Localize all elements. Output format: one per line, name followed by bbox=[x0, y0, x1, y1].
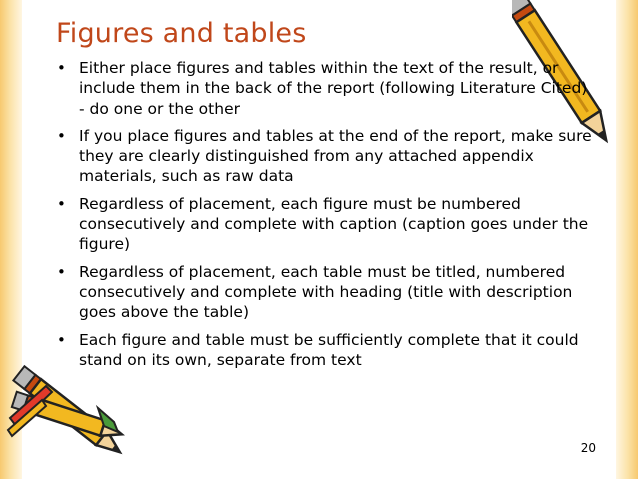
bullet-item bbox=[54, 58, 594, 119]
bullet-icon: • bbox=[57, 194, 66, 213]
slide-title: Figures and tables bbox=[56, 18, 307, 49]
bullet-icon: • bbox=[57, 59, 66, 77]
bullet-text: Regardless of placement, each table must be titled, numbered consecutively and complete with heading (title with description goes above the table) bbox=[79, 262, 573, 322]
bullet-list bbox=[54, 58, 594, 377]
bullet-icon: • bbox=[57, 126, 66, 145]
bullet-text: If you place figures and tables at the end of the report, make sure they are clearly distinguished from any attached appendix materials, such as raw data bbox=[79, 126, 592, 186]
bullet-text: Either place figures and tables within the text of the result, or include them in the back of the report (following Literature Cited) - do one or the other bbox=[79, 59, 588, 118]
bullet-item bbox=[54, 262, 594, 323]
bullet-text: Each figure and table must be sufficiently complete that it could stand on its own, separate from text bbox=[79, 330, 579, 369]
bullet-text: Regardless of placement, each figure must be numbered consecutively and complete with caption (caption goes under the figure) bbox=[79, 194, 589, 254]
bullet-item bbox=[54, 126, 594, 187]
bullet-icon: • bbox=[57, 262, 66, 281]
bullet-item bbox=[54, 330, 594, 371]
bullet-item bbox=[54, 194, 594, 255]
bullet-icon: • bbox=[57, 330, 66, 349]
page-number: 20 bbox=[580, 441, 596, 455]
